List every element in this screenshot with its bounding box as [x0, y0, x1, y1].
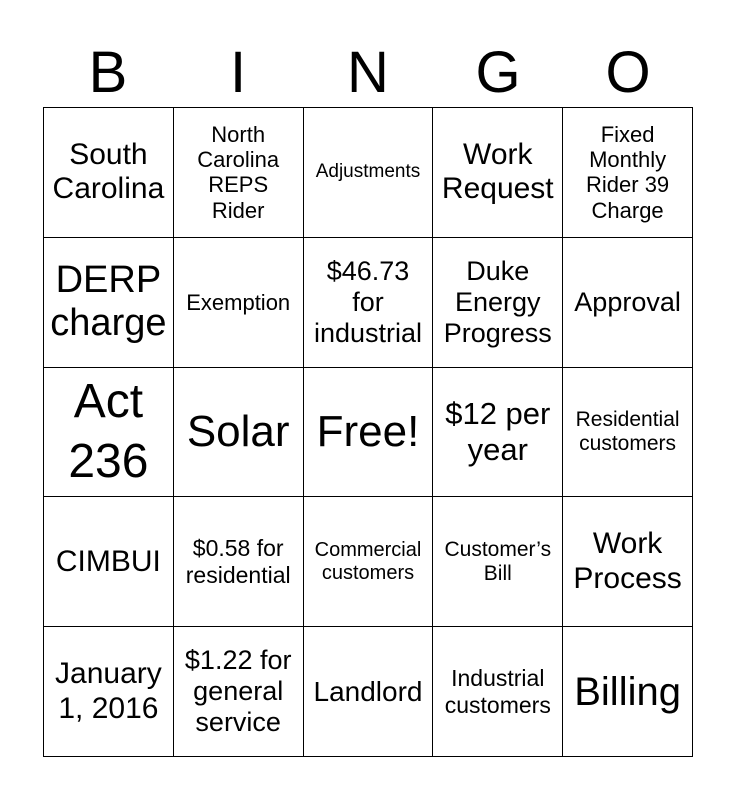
free-space: Free! — [316, 406, 420, 456]
cell-text: $12 per year — [445, 396, 551, 467]
bingo-cell-r4c3[interactable] — [304, 497, 434, 627]
cell-text: North Carolina REPS Rider — [197, 121, 280, 223]
bingo-cell-r5c4[interactable] — [433, 627, 563, 757]
bingo-cell-r1c5[interactable] — [563, 108, 693, 238]
bingo-cell-r2c3[interactable] — [304, 238, 434, 368]
bingo-cell-r3c4[interactable] — [433, 368, 563, 498]
bingo-cell-r4c2[interactable] — [174, 497, 304, 627]
cell-text: Industrial customers — [444, 665, 551, 718]
bingo-cell-r2c1[interactable] — [44, 238, 174, 368]
bingo-cell-r3c1[interactable] — [44, 368, 174, 498]
cell-text: Billing — [574, 669, 681, 714]
bingo-cell-r1c4[interactable] — [433, 108, 563, 238]
cell-text: $46.73 for industrial — [313, 255, 423, 348]
cell-text: DERP charge — [50, 258, 167, 345]
cell-text: Commercial customers — [314, 538, 422, 584]
header-letter-o: O — [605, 40, 651, 105]
cell-text: Residential customers — [575, 407, 680, 455]
cell-text: Work Process — [573, 527, 682, 595]
cell-text: Act 236 — [68, 374, 149, 488]
cell-text: CIMBUI — [55, 544, 161, 578]
bingo-cell-r5c2[interactable] — [174, 627, 304, 757]
bingo-cell-r2c5[interactable] — [563, 238, 693, 368]
cell-text: January 1, 2016 — [55, 657, 162, 725]
cell-text: Approval — [574, 286, 681, 317]
bingo-cell-r3c2[interactable] — [174, 368, 304, 498]
bingo-cell-r5c1[interactable] — [44, 627, 174, 757]
bingo-header — [43, 38, 693, 108]
cell-text: Duke Energy Progress — [443, 255, 552, 348]
bingo-cell-r2c4[interactable] — [433, 238, 563, 368]
bingo-cell-r4c1[interactable] — [44, 497, 174, 627]
cell-text: Fixed Monthly Rider 39 Charge — [586, 121, 670, 223]
bingo-cell-r1c1[interactable] — [44, 108, 174, 238]
cell-text: Exemption — [186, 289, 291, 315]
bingo-cell-r5c3[interactable] — [304, 627, 434, 757]
header-letter-n: N — [347, 40, 389, 105]
cell-text: Adjustments — [315, 161, 421, 183]
header-letter-i: I — [229, 40, 247, 105]
bingo-cell-r4c5[interactable] — [563, 497, 693, 627]
bingo-cell-r1c3[interactable] — [304, 108, 434, 238]
cell-text: $0.58 for residential — [185, 535, 291, 588]
bingo-board — [43, 107, 693, 757]
bingo-cell-r5c5[interactable] — [563, 627, 693, 757]
cell-text: $1.22 for general service — [184, 645, 292, 738]
bingo-cell-r4c4[interactable] — [433, 497, 563, 627]
cell-text: Landlord — [313, 675, 423, 707]
header-letter-g: G — [475, 40, 521, 105]
cell-text: Customer’s Bill — [444, 537, 552, 585]
bingo-cell-r1c2[interactable] — [174, 108, 304, 238]
bingo-cell-r3c5[interactable] — [563, 368, 693, 498]
cell-text: South Carolina — [52, 137, 165, 206]
header-letter-b: B — [88, 40, 128, 105]
cell-text: Work Request — [441, 137, 554, 206]
bingo-cell-r3c3[interactable] — [304, 368, 434, 498]
bingo-cell-r2c2[interactable] — [174, 238, 304, 368]
cell-text: Solar — [186, 406, 290, 456]
